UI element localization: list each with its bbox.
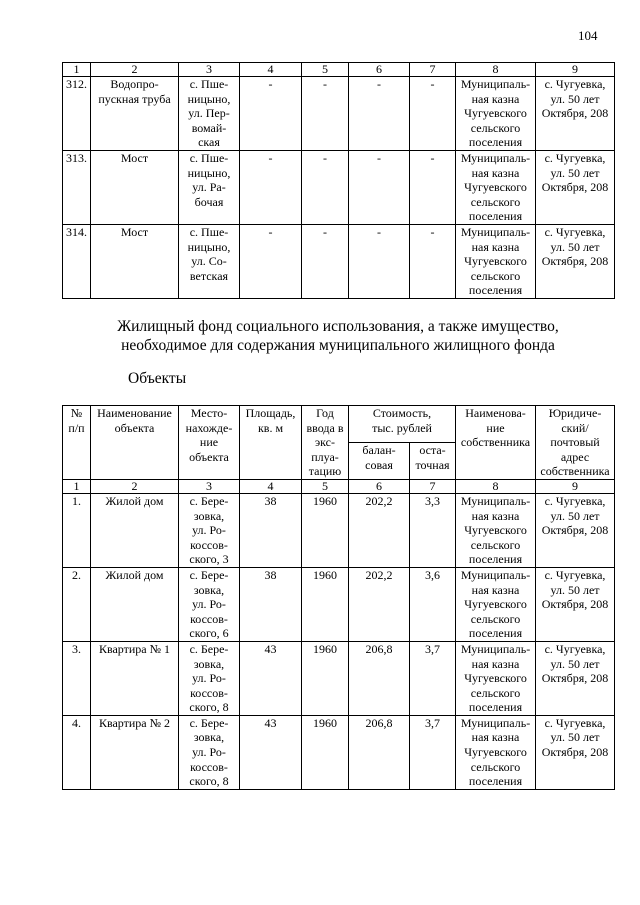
table-row <box>63 224 615 298</box>
col-number: 9 <box>536 63 615 77</box>
cell-owner: Муниципаль- ная казна Чугуевского сельского поселения <box>456 493 536 567</box>
cell-num: 3. <box>63 641 91 715</box>
table-row <box>63 641 615 715</box>
cell-residual: - <box>410 224 456 298</box>
header-owner: Наименова- ние собственника <box>456 406 536 480</box>
cell-location: с. Пше- ницыно, ул. Ра- бочая <box>179 150 240 224</box>
header-cost: Стоимость, тыс. рублей <box>349 406 456 443</box>
cell-address: с. Чугуевка, ул. 50 лет Октября, 208 <box>536 150 615 224</box>
cell-name: Квартира № 2 <box>91 715 179 789</box>
col-number: 7 <box>410 63 456 77</box>
col-number: 2 <box>91 479 179 493</box>
cell-residual: 3,7 <box>410 715 456 789</box>
table-row <box>63 493 615 567</box>
cell-area: 43 <box>240 715 302 789</box>
cell-book: - <box>349 150 410 224</box>
cell-name: Жилой дом <box>91 567 179 641</box>
cell-num: 313. <box>63 150 91 224</box>
cell-owner: Муниципаль- ная казна Чугуевского сельского поселения <box>456 567 536 641</box>
cell-book: - <box>349 224 410 298</box>
cell-book: 206,8 <box>349 715 410 789</box>
section-subheading: Объекты <box>128 370 187 387</box>
table-row <box>63 77 615 151</box>
cell-area: 43 <box>240 641 302 715</box>
table-row <box>63 567 615 641</box>
cell-num: 4. <box>63 715 91 789</box>
cell-location: с. Бере- зовка, ул. Ро- коссов- ского, 8 <box>179 715 240 789</box>
cell-residual: 3,3 <box>410 493 456 567</box>
cell-address: с. Чугуевка, ул. 50 лет Октября, 208 <box>536 77 615 151</box>
table-row <box>63 150 615 224</box>
header-residual-value: оста- точная <box>410 442 456 479</box>
cell-address: с. Чугуевка, ул. 50 лет Октября, 208 <box>536 715 615 789</box>
cell-name: Жилой дом <box>91 493 179 567</box>
header-num: № п/п <box>63 406 91 480</box>
cell-residual: 3,7 <box>410 641 456 715</box>
col-number: 8 <box>456 63 536 77</box>
header-year: Год ввода в экс- плуа- тацию <box>302 406 349 480</box>
cell-owner: Муниципаль- ная казна Чугуевского сельского поселения <box>456 715 536 789</box>
cell-area: 38 <box>240 493 302 567</box>
col-number: 9 <box>536 479 615 493</box>
objects-table-continued <box>62 62 615 299</box>
cell-location: с. Пше- ницыно, ул. Пер- вомай- ская <box>179 77 240 151</box>
col-number: 6 <box>349 479 410 493</box>
col-number: 6 <box>349 63 410 77</box>
cell-year: 1960 <box>302 567 349 641</box>
column-numbers-row <box>63 479 615 493</box>
cell-address: с. Чугуевка, ул. 50 лет Октября, 208 <box>536 641 615 715</box>
cell-name: Квартира № 1 <box>91 641 179 715</box>
cell-area: - <box>240 224 302 298</box>
column-numbers-row <box>63 63 615 77</box>
table-row <box>63 715 615 789</box>
col-number: 7 <box>410 479 456 493</box>
col-number: 4 <box>240 63 302 77</box>
col-number: 2 <box>91 63 179 77</box>
col-number: 5 <box>302 479 349 493</box>
cell-num: 314. <box>63 224 91 298</box>
cell-book: - <box>349 77 410 151</box>
cell-book: 206,8 <box>349 641 410 715</box>
header-address: Юридиче- ский/ почтовый адрес собственника <box>536 406 615 480</box>
col-number: 3 <box>179 479 240 493</box>
section-heading: Жилищный фонд социального использования, а также имущество, необходимое для содержания муниципального жилищного фонда <box>117 318 559 354</box>
cell-address: с. Чугуевка, ул. 50 лет Октября, 208 <box>536 224 615 298</box>
cell-location: с. Бере- зовка, ул. Ро- коссов- ского, 6 <box>179 567 240 641</box>
cell-address: с. Чугуевка, ул. 50 лет Октября, 208 <box>536 493 615 567</box>
cell-residual: 3,6 <box>410 567 456 641</box>
col-number: 8 <box>456 479 536 493</box>
cell-year: - <box>302 77 349 151</box>
page-number: 104 <box>578 28 598 43</box>
cell-year: - <box>302 150 349 224</box>
col-number: 5 <box>302 63 349 77</box>
cell-owner: Муниципаль- ная казна Чугуевского сельского поселения <box>456 77 536 151</box>
cell-year: 1960 <box>302 715 349 789</box>
housing-objects-table <box>62 405 615 790</box>
cell-book: 202,2 <box>349 567 410 641</box>
cell-owner: Муниципаль- ная казна Чугуевского сельского поселения <box>456 641 536 715</box>
cell-residual: - <box>410 150 456 224</box>
cell-name: Водопро- пускная труба <box>91 77 179 151</box>
header-book-value: балан- совая <box>349 442 410 479</box>
col-number: 3 <box>179 63 240 77</box>
cell-year: 1960 <box>302 493 349 567</box>
cell-num: 312. <box>63 77 91 151</box>
cell-address: с. Чугуевка, ул. 50 лет Октября, 208 <box>536 567 615 641</box>
col-number: 1 <box>63 63 91 77</box>
cell-area: - <box>240 150 302 224</box>
cell-area: - <box>240 77 302 151</box>
cell-year: 1960 <box>302 641 349 715</box>
cell-location: с. Пше- ницыно, ул. Со- ветская <box>179 224 240 298</box>
header-location: Место- нахожде- ние объекта <box>179 406 240 480</box>
cell-owner: Муниципаль- ная казна Чугуевского сельского поселения <box>456 150 536 224</box>
cell-location: с. Бере- зовка, ул. Ро- коссов- ского, 3 <box>179 493 240 567</box>
cell-book: 202,2 <box>349 493 410 567</box>
col-number: 4 <box>240 479 302 493</box>
header-name: Наименование объекта <box>91 406 179 480</box>
cell-residual: - <box>410 77 456 151</box>
col-number: 1 <box>63 479 91 493</box>
cell-num: 2. <box>63 567 91 641</box>
header-area: Площадь, кв. м <box>240 406 302 480</box>
cell-name: Мост <box>91 224 179 298</box>
cell-name: Мост <box>91 150 179 224</box>
cell-area: 38 <box>240 567 302 641</box>
cell-location: с. Бере- зовка, ул. Ро- коссов- ского, 8 <box>179 641 240 715</box>
header-row <box>63 406 615 443</box>
cell-num: 1. <box>63 493 91 567</box>
cell-owner: Муниципаль- ная казна Чугуевского сельского поселения <box>456 224 536 298</box>
cell-year: - <box>302 224 349 298</box>
